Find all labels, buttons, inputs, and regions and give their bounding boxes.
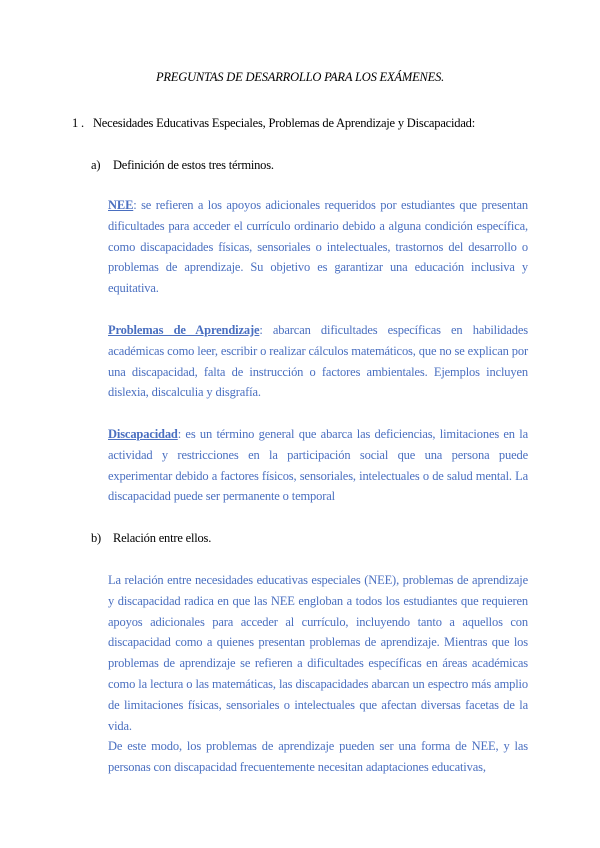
nee-definition bbox=[108, 195, 528, 299]
section-a-title: Definición de estos tres términos. bbox=[112, 158, 274, 172]
discapacidad-text: : es un término general que abarca las deficiencias, limitaciones en la actividad y restricciones en la participación social que una persona puede experimentar debido a factores físicos, sensoriales, intelectuales o de salud mental. La discapacidad puede ser permanente o temporal bbox=[108, 427, 528, 504]
problemas-text: : abarcan dificultades específicas en habilidades académicas como leer, escribir o realizar cálculos matemáticos, que no se explican por una discapacidad, falta de instrucción o factores ambientales. Ejemplos incluyen dislexia, discalculia y disgrafía. bbox=[108, 323, 528, 400]
section-a-heading bbox=[91, 158, 274, 173]
problemas-term: Problemas de Aprendizaje bbox=[108, 323, 260, 337]
problemas-definition bbox=[108, 320, 528, 403]
section-a-label: a) bbox=[91, 158, 101, 172]
nee-term: NEE bbox=[108, 198, 134, 212]
relation-paragraph-1: La relación entre necesidades educativas especiales (NEE), problemas de aprendizaje y discapacidad radica en que las NEE engloban a todos los estudiantes que requieren apoyos adicionales para acceder al currículo, incluyendo tanto a aquellos con discapacidad como a quienes presentan problemas de aprendizaje. Mientras que los problemas de aprendizaje se refieren a dificultades específicas en áreas académicas como la lectura o las matemáticas, las discapacidades abarcan un espectro más amplio de limitaciones físicas, sensoriales o intelectuales que afectan diversas facetas de la vida. bbox=[108, 573, 528, 733]
question-text: Necesidades Educativas Especiales, Problemas de Aprendizaje y Discapacidad: bbox=[92, 116, 476, 130]
section-b-heading bbox=[91, 531, 211, 546]
document-title: PREGUNTAS DE DESARROLLO PARA LOS EXÁMENES. bbox=[155, 70, 445, 84]
nee-text: : se refieren a los apoyos adicionales requeridos por estudiantes que presentan dificultades para acceder el currículo ordinario debido a alguna condición específica, como discapacidades físicas, sensoriales o intelectuales, trastornos del desarrollo o problemas de aprendizaje. Su objetivo es garantizar una educación inclusiva y equitativa. bbox=[108, 198, 528, 296]
section-b-label: b) bbox=[91, 531, 102, 545]
question-1 bbox=[72, 116, 475, 131]
question-number: 1 . bbox=[72, 116, 84, 130]
relation-paragraph-2: De este modo, los problemas de aprendizaje pueden ser una forma de NEE, y las personas con discapacidad frecuentemente necesitan adaptaciones educativas, bbox=[108, 739, 528, 774]
discapacidad-definition bbox=[108, 424, 528, 507]
discapacidad-term: Discapacidad bbox=[108, 427, 178, 441]
section-b-title: Relación entre ellos. bbox=[112, 531, 212, 545]
